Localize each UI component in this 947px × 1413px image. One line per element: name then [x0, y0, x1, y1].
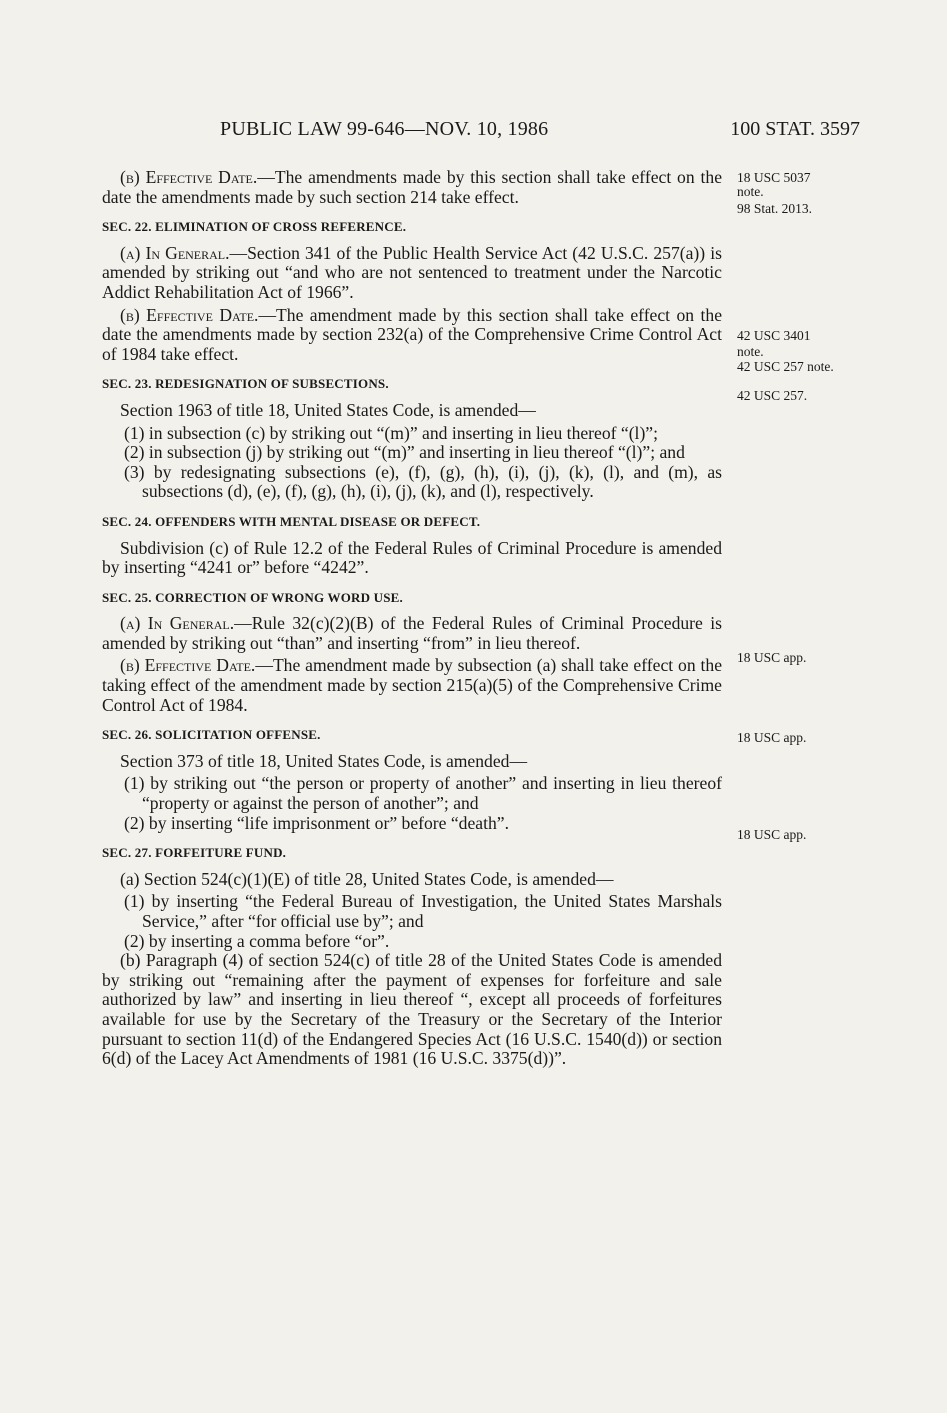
margin-citation: 18 USC app.	[737, 827, 807, 842]
subsection-label: (b) Effective Date.	[120, 304, 259, 325]
document-body	[102, 168, 722, 1072]
page-header	[100, 118, 860, 148]
margin-citation: 98 Stat. 2013.	[737, 201, 813, 216]
list-item: (1) by striking out “the person or property of another” and inserting in lieu thereof “property or against the person of another”; and	[124, 773, 722, 814]
paragraph	[102, 614, 722, 653]
margin-citation: 42 USC 257 note.	[737, 359, 834, 374]
subsection-label: (b) Effective Date.	[120, 167, 258, 187]
list-item: (2) in subsection (j) by striking out “(m)” and inserting in lieu thereof “(l)”; and	[124, 442, 685, 463]
paragraph: (b) Paragraph (4) of section 524(c) of title 28 of the United States Code is amended by striking out “remaining after the payment of expenses for forfeiture and sale authorized by law” and inserting in lieu thereof “, except all proceeds of forfeitures available for use by the Secretary of the Treasury or the Secretary of the Interior pursuant to section 11(d) of the Endangered Species Act (16 U.S.C. 1540(d)) or section 6(d) of the Lacey Act Amendments of 1981 (16 U.S.C. 3375(d))”.	[102, 950, 722, 1069]
section-heading: SEC. 23. REDESIGNATION OF SUBSECTIONS.	[102, 376, 389, 392]
margin-citation: 42 USC 3401	[737, 328, 811, 343]
paragraph: (a) Section 524(c)(1)(E) of title 28, United States Code, is amended—	[120, 868, 614, 889]
margin-citation: note.	[737, 184, 764, 199]
subsection-label: (a) In General.	[120, 242, 230, 263]
section-heading: SEC. 22. ELIMINATION OF CROSS REFERENCE.	[102, 219, 407, 235]
margin-citation: 18 USC app.	[737, 650, 807, 665]
paragraph-text: —The amendments made by this section shall take effect on the date the amendments made by such section 214 take effect.	[102, 167, 723, 207]
subsection-label: (a) In General.	[120, 613, 235, 634]
section-heading: SEC. 25. CORRECTION OF WRONG WORD USE.	[102, 589, 403, 605]
list-item: (2) by inserting “life imprisonment or” before “death”.	[124, 812, 509, 833]
paragraph: Section 1963 of title 18, United States Code, is amended—	[120, 399, 536, 420]
subsection-label: (b) Effective Date.	[120, 655, 256, 676]
section-heading: SEC. 26. SOLICITATION OFFENSE.	[102, 727, 321, 743]
list-item: (1) in subsection (c) by striking out “(m)” and inserting in lieu thereof “(l)”;	[124, 422, 659, 443]
margin-citation: 18 USC 5037	[737, 170, 811, 185]
margin-citation: 18 USC app.	[737, 730, 807, 745]
paragraph: Subdivision (c) of Rule 12.2 of the Federal Rules of Criminal Procedure is amended by inserting “4241 or” before “4242”.	[102, 537, 722, 578]
paragraph	[102, 168, 722, 207]
paragraph-text: —Section 341 of the Public Health Service Act (42 U.S.C. 257(a)) is amended by striking out “and who are not sentenced to treatment under the Narcotic Addict Rehabilitation Act of 1966”.	[102, 242, 722, 302]
section-heading: SEC. 27. FORFEITURE FUND.	[102, 845, 287, 861]
paragraph-text: —The amendment made by subsection (a) shall take effect on the taking effect of the amendment made by section 215(a)(5) of the Comprehensive Crime Control Act of 1984.	[102, 655, 722, 715]
stat-page-number: 100 STAT. 3597	[730, 118, 860, 140]
law-title: PUBLIC LAW 99-646—NOV. 10, 1986	[220, 118, 549, 140]
paragraph: Section 373 of title 18, United States Code, is amended—	[120, 750, 528, 771]
section-heading: SEC. 24. OFFENDERS WITH MENTAL DISEASE OR DEFECT.	[102, 513, 481, 529]
paragraph-text: —The amendment made by this section shall take effect on the date the amendments made by section 232(a) of the Comprehensive Crime Control Act of 1984 take effect.	[102, 304, 722, 364]
paragraph	[102, 244, 722, 303]
margin-citation: 42 USC 257.	[737, 388, 808, 403]
list-item: (3) by redesignating subsections (e), (f), (g), (h), (i), (j), (k), (l), and (m), as subsections (d), (e), (f), (g), (h), (i), (j), (k), and (l), respectively.	[124, 461, 722, 502]
list-item: (2) by inserting a comma before “or”.	[124, 930, 390, 951]
paragraph	[102, 306, 722, 365]
margin-citation: note.	[737, 344, 764, 359]
paragraph	[102, 656, 722, 715]
list-item: (1) by inserting “the Federal Bureau of Investigation, the United States Marshals Service,” after “for official use by”; and	[124, 891, 722, 931]
paragraph-text: —Rule 32(c)(2)(B) of the Federal Rules of Criminal Procedure is amended by striking out “than” and inserting “from” in lieu thereof.	[102, 613, 722, 653]
